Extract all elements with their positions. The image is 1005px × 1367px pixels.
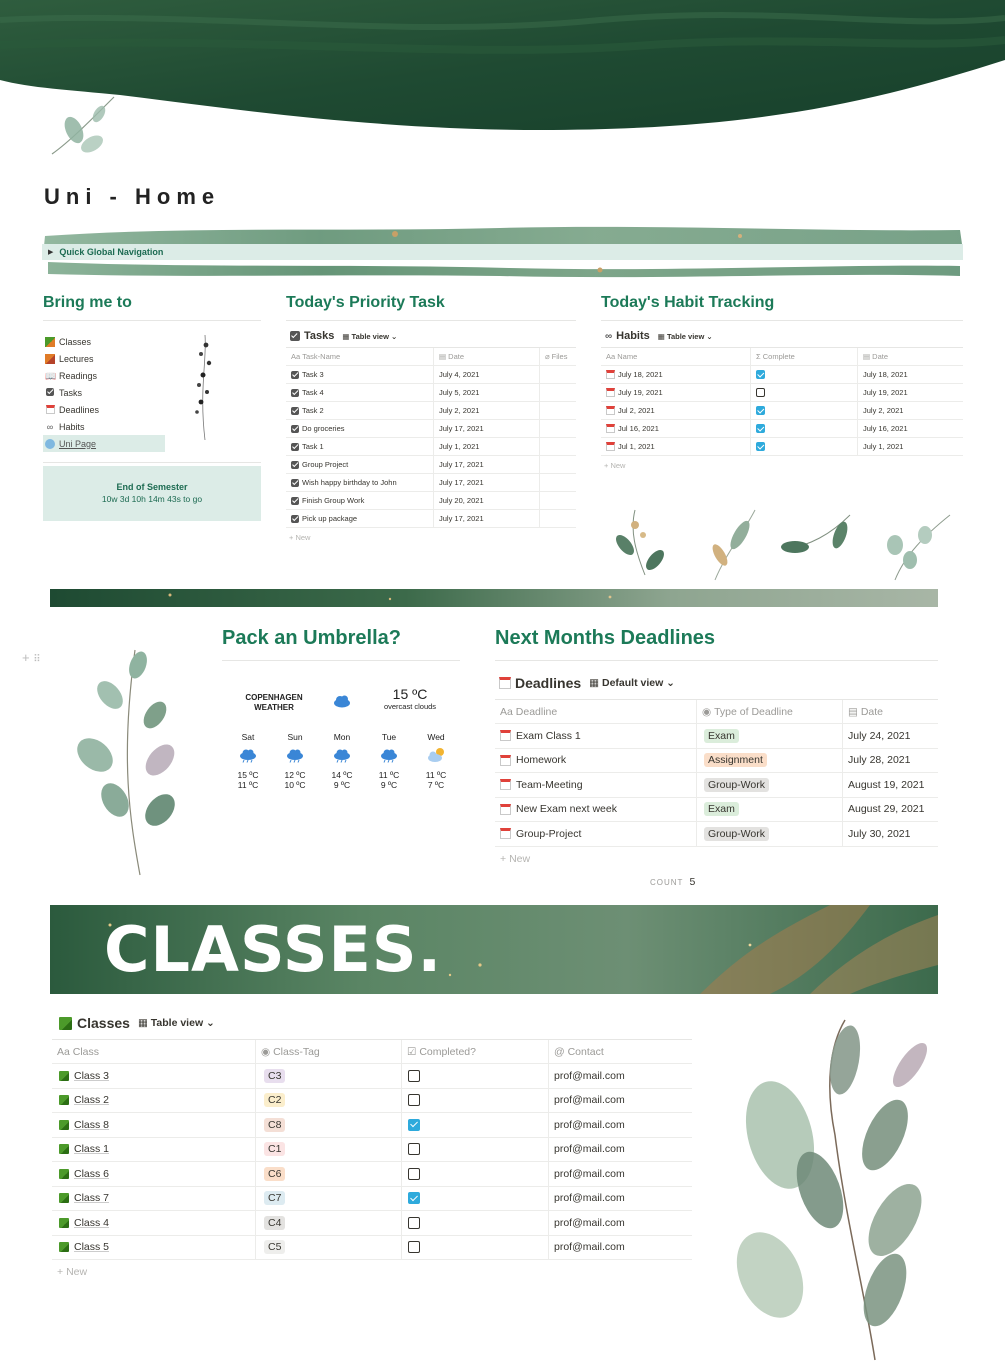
forecast-low: 9 ºC: [380, 780, 398, 790]
classes-db-title[interactable]: Classes: [77, 1015, 130, 1031]
tasks-db-title[interactable]: Tasks: [304, 330, 335, 342]
leaf-illustration-icon: [44, 92, 124, 162]
class-tag-cell[interactable]: [256, 1113, 402, 1137]
habits-db-title[interactable]: Habits: [616, 330, 650, 342]
complete-checkbox[interactable]: [756, 424, 765, 433]
task-name-cell[interactable]: Finish Group Work: [286, 492, 434, 509]
completed-checkbox[interactable]: [408, 1119, 420, 1131]
branch-illustration-icon: [185, 330, 225, 445]
count-label: COUNT: [650, 878, 684, 887]
table-row[interactable]: [52, 1064, 692, 1089]
class-contact-cell[interactable]: prof@mail.com: [554, 1192, 625, 1205]
books-icon: [59, 1017, 72, 1030]
class-tag: C2: [264, 1093, 285, 1107]
books-icon: [59, 1071, 69, 1081]
habit-date-cell[interactable]: July 19, 2021: [863, 388, 908, 397]
deadline-date-cell[interactable]: July 28, 2021: [848, 754, 911, 767]
weather-desc: overcast clouds: [383, 702, 437, 711]
task-date-cell[interactable]: July 17, 2021: [434, 456, 540, 473]
deadlines-title: Next Months Deadlines: [495, 627, 716, 649]
column-header[interactable]: ◉ Type of Deadline: [697, 700, 843, 723]
completed-checkbox[interactable]: [408, 1217, 420, 1229]
books-icon: [59, 1120, 69, 1130]
task-files-cell[interactable]: [540, 492, 576, 509]
task-icon: [291, 407, 299, 415]
task-date-cell[interactable]: July 4, 2021: [434, 366, 540, 383]
books-icon: [59, 1144, 69, 1154]
forecast-high: 14 ºC: [331, 770, 353, 780]
weather-label: WEATHER: [254, 703, 294, 712]
class-tag: C8: [264, 1118, 285, 1132]
class-completed-cell: [402, 1113, 549, 1137]
tasks-db-header: [290, 330, 397, 342]
column-header[interactable]: Aa Deadline: [495, 700, 697, 723]
task-files-cell[interactable]: [540, 420, 576, 437]
rain-cloud-icon: [367, 742, 411, 764]
deadline-name-cell[interactable]: Exam Class 1: [495, 724, 697, 748]
column-header[interactable]: Σ Complete: [751, 348, 858, 365]
table-row[interactable]: [52, 1162, 692, 1187]
add-block-handle[interactable]: + ⠿: [22, 650, 41, 665]
type-tag: Assignment: [704, 753, 767, 767]
task-date-cell[interactable]: July 17, 2021: [434, 510, 540, 527]
triangle-right-icon: ▶: [48, 249, 54, 256]
class-completed-cell: [402, 1089, 549, 1113]
habit-complete-cell: [751, 438, 858, 455]
table-row[interactable]: [286, 510, 576, 528]
header-banner: [0, 0, 1005, 135]
column-header[interactable]: ▤ Date: [434, 348, 540, 365]
habit-date-cell[interactable]: July 1, 2021: [863, 442, 904, 451]
class-contact-cell[interactable]: prof@mail.com: [554, 1143, 625, 1156]
task-files-cell[interactable]: [540, 474, 576, 491]
class-tag-cell[interactable]: [256, 1187, 402, 1211]
calendar-icon: [500, 755, 511, 766]
class-tag-cell[interactable]: [256, 1089, 402, 1113]
weather-title: Pack an Umbrella?: [222, 627, 401, 649]
books-icon: [59, 1218, 69, 1228]
class-completed-cell: [402, 1138, 549, 1162]
deadline-date-cell[interactable]: August 29, 2021: [848, 803, 925, 816]
nav-item-lectures[interactable]: [43, 350, 165, 367]
completed-checkbox[interactable]: [408, 1241, 420, 1253]
rain-cloud-icon: [320, 742, 364, 764]
deadline-type-cell[interactable]: [697, 749, 843, 773]
class-name-cell[interactable]: Class 2: [52, 1089, 256, 1113]
table-row[interactable]: [495, 749, 938, 774]
new-row-button[interactable]: + New: [604, 460, 626, 470]
task-files-cell[interactable]: [540, 402, 576, 419]
table-row[interactable]: [495, 798, 938, 823]
tasks-table: [286, 347, 576, 546]
column-header[interactable]: ⌀ Files: [545, 352, 568, 361]
table-row[interactable]: [601, 384, 963, 402]
task-icon: [291, 371, 299, 379]
calendar-icon: [500, 779, 511, 790]
task-date-cell[interactable]: July 17, 2021: [434, 474, 540, 491]
classes-view-selector[interactable]: ▦ Table view ⌄: [137, 1017, 215, 1029]
forecast-day-label: Sun: [287, 732, 303, 742]
task-files-cell[interactable]: [540, 456, 576, 473]
table-row[interactable]: [495, 822, 938, 847]
table-row[interactable]: [601, 402, 963, 420]
reading-icon: 📖: [45, 370, 57, 381]
deadline-date-cell[interactable]: July 30, 2021: [848, 827, 911, 840]
deadline-name-cell[interactable]: Team-Meeting: [495, 773, 697, 797]
task-files-cell[interactable]: [540, 384, 576, 401]
table-header-row: [286, 348, 576, 366]
forecast-day: [367, 732, 411, 790]
calendar-icon: [45, 405, 55, 415]
deadlines-table: [495, 699, 938, 871]
completed-checkbox[interactable]: [408, 1094, 420, 1106]
column-header[interactable]: ◉ Class-Tag: [256, 1040, 402, 1063]
countdown-title: End of Semester: [116, 482, 188, 492]
table-row[interactable]: [601, 366, 963, 384]
task-name-cell[interactable]: Do groceries: [286, 420, 434, 437]
view-label: Table view: [150, 1017, 204, 1029]
completed-checkbox[interactable]: [408, 1168, 420, 1180]
complete-checkbox[interactable]: [756, 406, 765, 415]
habits-view-selector[interactable]: ▦ Table view ⌄: [657, 331, 713, 341]
habit-date-cell[interactable]: July 18, 2021: [863, 370, 908, 379]
table-row[interactable]: [286, 492, 576, 510]
completed-checkbox[interactable]: [408, 1143, 420, 1155]
new-row-button[interactable]: + New: [57, 1266, 88, 1278]
class-completed-cell: [402, 1211, 549, 1235]
forecast-day: [414, 732, 458, 790]
task-name-cell[interactable]: Pick up package: [286, 510, 434, 527]
table-row[interactable]: [286, 438, 576, 456]
habit-date-cell[interactable]: July 2, 2021: [863, 406, 904, 415]
habit-complete-cell: [751, 402, 858, 419]
nav-item-classes[interactable]: [43, 333, 165, 350]
task-icon: [291, 461, 299, 469]
completed-checkbox[interactable]: [408, 1070, 420, 1082]
habit-icon: ∞: [605, 330, 613, 342]
forecast-day: [226, 732, 270, 790]
weather-forecast: [226, 732, 458, 790]
table-row[interactable]: [52, 1236, 692, 1261]
forecast-high: 11 ºC: [378, 770, 400, 780]
class-tag: C4: [264, 1216, 285, 1230]
habit-name-cell[interactable]: Jul 1, 2021: [601, 438, 751, 455]
task-name-cell[interactable]: Task 2: [286, 402, 434, 419]
habits-db-header: [605, 330, 713, 342]
nav-item-label: Readings: [59, 370, 98, 381]
class-tag: C1: [264, 1142, 285, 1156]
view-label: Default view: [601, 677, 664, 689]
table-header-row: [52, 1040, 692, 1064]
books-icon: [45, 354, 55, 364]
habit-complete-cell: [751, 366, 858, 383]
nav-item-label: Tasks: [59, 387, 83, 398]
weather-location: [226, 686, 322, 713]
deadline-type-cell[interactable]: [697, 724, 843, 748]
books-icon: [59, 1193, 69, 1203]
table-row[interactable]: [52, 1211, 692, 1236]
task-icon: [291, 443, 299, 451]
forecast-day-label: Sat: [241, 732, 255, 742]
habit-name-cell[interactable]: July 19, 2021: [601, 384, 751, 401]
task-date-cell[interactable]: July 20, 2021: [434, 492, 540, 509]
forecast-high: 12 ºC: [284, 770, 306, 780]
column-header[interactable]: ▤ Date: [848, 705, 884, 718]
rain-cloud-icon: [273, 742, 317, 764]
table-row[interactable]: [286, 402, 576, 420]
semester-countdown: [43, 466, 261, 521]
class-completed-cell: [402, 1236, 549, 1260]
deadline-name-cell[interactable]: Homework: [495, 749, 697, 773]
task-name-cell[interactable]: Task 1: [286, 438, 434, 455]
task-date-cell[interactable]: July 5, 2021: [434, 384, 540, 401]
type-tag: Group-Work: [704, 827, 769, 841]
task-date-cell[interactable]: July 17, 2021: [434, 420, 540, 437]
habit-tracking-title: Today's Habit Tracking: [601, 294, 775, 311]
weather-city: COPENHAGEN: [245, 693, 303, 702]
class-tag-cell[interactable]: [256, 1162, 402, 1186]
deadlines-view-selector[interactable]: ▦ Default view ⌄: [589, 677, 675, 689]
class-contact-cell[interactable]: prof@mail.com: [554, 1167, 625, 1180]
forecast-low: 9 ºC: [333, 780, 351, 790]
nav-item-habits[interactable]: [43, 418, 165, 435]
divider: [495, 660, 938, 661]
divider: [601, 320, 963, 321]
count-value: 5: [689, 876, 696, 888]
task-date-cell[interactable]: July 2, 2021: [434, 402, 540, 419]
task-icon: [291, 497, 299, 505]
complete-checkbox[interactable]: [756, 370, 765, 379]
divider: [222, 660, 460, 661]
nav-item-readings[interactable]: [43, 367, 165, 384]
countdown-value: 10w 3d 10h 14m 43s to go: [101, 494, 203, 504]
page-title: Uni - Home: [44, 184, 221, 209]
class-tag-cell[interactable]: [256, 1211, 402, 1235]
class-tag: C7: [264, 1191, 285, 1205]
deadline-type-cell[interactable]: [697, 822, 843, 846]
class-contact-cell[interactable]: prof@mail.com: [554, 1069, 625, 1082]
table-row[interactable]: [495, 724, 938, 749]
column-header[interactable]: Aa Task-Name: [286, 348, 434, 365]
calendar-icon: [606, 370, 615, 379]
table-row[interactable]: [52, 1138, 692, 1163]
habits-table: [601, 347, 963, 474]
type-tag: Exam: [704, 729, 739, 743]
calendar-icon: [606, 442, 615, 451]
deadlines-db-header: [499, 675, 675, 691]
task-files-cell[interactable]: [540, 438, 576, 455]
class-name-cell[interactable]: Class 7: [52, 1187, 256, 1211]
class-tag-cell[interactable]: [256, 1138, 402, 1162]
leaves-illustration-icon: [605, 505, 960, 587]
table-row[interactable]: [52, 1113, 692, 1138]
table-row[interactable]: [286, 456, 576, 474]
priority-task-title: Today's Priority Task: [286, 294, 445, 311]
forecast-day-label: Wed: [427, 732, 445, 742]
deadline-name-cell[interactable]: Group-Project: [495, 822, 697, 846]
habit-icon: ∞: [46, 421, 54, 432]
task-date-cell[interactable]: July 1, 2021: [434, 438, 540, 455]
class-tag: C6: [264, 1167, 285, 1181]
divider: [43, 462, 261, 463]
classes-table: [52, 1039, 692, 1284]
class-contact-cell[interactable]: prof@mail.com: [554, 1216, 625, 1229]
deadline-date-cell[interactable]: August 19, 2021: [848, 778, 925, 791]
nav-item-deadlines[interactable]: [43, 401, 165, 418]
books-icon: [59, 1095, 69, 1105]
eucalyptus-branch-illustration-icon: [725, 1015, 940, 1365]
forecast-low: 7 ºC: [427, 780, 445, 790]
table-row[interactable]: [52, 1089, 692, 1114]
column-header[interactable]: ▤ Date: [863, 352, 889, 361]
calendar-icon: [500, 804, 511, 815]
column-header[interactable]: @ Contact: [554, 1045, 604, 1058]
class-name-cell[interactable]: Class 6: [52, 1162, 256, 1186]
deadline-type-cell[interactable]: [697, 798, 843, 822]
forecast-day: [273, 732, 317, 790]
task-name-cell[interactable]: Wish happy birthday to John: [286, 474, 434, 491]
habit-complete-cell: [751, 420, 858, 437]
class-completed-cell: [402, 1064, 549, 1088]
table-row[interactable]: [601, 420, 963, 438]
habit-name-cell[interactable]: Jul 2, 2021: [601, 402, 751, 419]
rain-cloud-icon: [226, 742, 270, 764]
nav-item-label: Habits: [59, 421, 85, 432]
table-row[interactable]: [601, 438, 963, 456]
table-header-row: [601, 348, 963, 366]
class-tag-cell[interactable]: [256, 1064, 402, 1088]
forecast-day-label: Mon: [333, 732, 351, 742]
habit-name-cell[interactable]: Jul 16, 2021: [601, 420, 751, 437]
forecast-low: 10 ºC: [284, 780, 306, 790]
nav-item-label: Classes: [59, 336, 92, 347]
calendar-icon: [606, 406, 615, 415]
type-tag: Group-Work: [704, 778, 769, 792]
class-name-cell[interactable]: Class 4: [52, 1211, 256, 1235]
nav-item-label: Lectures: [59, 353, 94, 364]
class-completed-cell: [402, 1187, 549, 1211]
class-name-cell[interactable]: Class 8: [52, 1113, 256, 1137]
table-row[interactable]: [286, 366, 576, 384]
habit-date-cell[interactable]: July 16, 2021: [863, 424, 908, 433]
task-name-cell[interactable]: Task 4: [286, 384, 434, 401]
nav-item-label: Deadlines: [59, 404, 100, 415]
class-completed-cell: [402, 1162, 549, 1186]
column-header[interactable]: Aa Name: [601, 348, 751, 365]
task-files-cell[interactable]: [540, 510, 576, 527]
class-tag-cell[interactable]: [256, 1236, 402, 1260]
bring-me-to-title: Bring me to: [43, 294, 132, 311]
view-label: Table view: [666, 331, 705, 341]
calendar-icon: [500, 730, 511, 741]
weather-widget: [226, 686, 458, 790]
decorative-strip: [50, 589, 938, 607]
complete-checkbox[interactable]: [756, 388, 765, 397]
task-files-cell[interactable]: [540, 366, 576, 383]
divider: [286, 320, 576, 321]
nav-item-tasks[interactable]: [43, 384, 165, 401]
calendar-icon: [606, 424, 615, 433]
habit-complete-cell: [751, 384, 858, 401]
table-row[interactable]: [286, 420, 576, 438]
task-name-cell[interactable]: Group Project: [286, 456, 434, 473]
weather-temp: 15 ºC: [392, 686, 428, 702]
task-icon: [291, 389, 299, 397]
forecast-low: 11 ºC: [237, 780, 259, 790]
divider: [43, 320, 261, 321]
deadline-date-cell[interactable]: July 24, 2021: [848, 729, 911, 742]
table-row[interactable]: [286, 474, 576, 492]
books-icon: [45, 337, 55, 347]
count-summary: [650, 876, 695, 888]
view-label: Table view: [351, 331, 389, 341]
new-row-button[interactable]: + New: [500, 852, 531, 865]
class-name-cell[interactable]: Class 5: [52, 1236, 256, 1260]
complete-checkbox[interactable]: [756, 442, 765, 451]
deadlines-db-title[interactable]: Deadlines: [515, 675, 582, 691]
nav-item-uni-page[interactable]: [43, 435, 165, 452]
classes-db-header: [59, 1015, 215, 1031]
class-name-cell[interactable]: Class 3: [52, 1064, 256, 1088]
task-icon: [291, 479, 299, 487]
deadline-name-cell[interactable]: New Exam next week: [495, 798, 697, 822]
class-tag: C5: [264, 1240, 285, 1254]
deadline-type-cell[interactable]: [697, 773, 843, 797]
calendar-icon: [500, 828, 511, 839]
calendar-icon: [499, 677, 511, 689]
forecast-day: [320, 732, 364, 790]
forecast-day-label: Tue: [381, 732, 397, 742]
type-tag: Exam: [704, 802, 739, 816]
new-row-button[interactable]: + New: [289, 532, 311, 542]
completed-checkbox[interactable]: [408, 1192, 420, 1204]
column-header[interactable]: ☑ Completed?: [402, 1040, 549, 1063]
table-row[interactable]: [52, 1187, 692, 1212]
table-header-row: [495, 700, 938, 724]
task-icon: [290, 331, 300, 341]
class-contact-cell[interactable]: prof@mail.com: [554, 1118, 625, 1131]
table-row[interactable]: [495, 773, 938, 798]
class-name-cell[interactable]: Class 1: [52, 1138, 256, 1162]
class-tag: C3: [264, 1069, 285, 1083]
task-icon: [45, 388, 55, 398]
forecast-high: 15 ºC: [237, 770, 259, 780]
nav-item-label: Uni Page: [59, 438, 97, 449]
task-icon: [291, 515, 299, 523]
habit-name-cell[interactable]: July 18, 2021: [601, 366, 751, 383]
class-contact-cell[interactable]: prof@mail.com: [554, 1094, 625, 1107]
sun-cloud-icon: [414, 742, 458, 764]
calendar-icon: [606, 388, 615, 397]
books-icon: [59, 1169, 69, 1179]
eucalyptus-illustration-icon: [60, 640, 180, 880]
quick-nav-toggle[interactable]: [42, 244, 963, 260]
table-row[interactable]: [286, 384, 576, 402]
task-name-cell[interactable]: Task 3: [286, 366, 434, 383]
classes-banner-text: CLASSES.: [104, 913, 443, 986]
books-icon: [59, 1242, 69, 1252]
bring-me-to-list: [43, 333, 165, 452]
globe-icon: [45, 439, 55, 449]
cloud-icon: [327, 686, 357, 713]
class-contact-cell[interactable]: prof@mail.com: [554, 1241, 625, 1254]
quick-nav-label: Quick Global Navigation: [59, 247, 164, 257]
column-header[interactable]: Aa Class: [52, 1040, 256, 1063]
tasks-view-selector[interactable]: ▦ Table view ⌄: [342, 331, 398, 341]
forecast-high: 11 ºC: [425, 770, 447, 780]
task-icon: [291, 425, 299, 433]
